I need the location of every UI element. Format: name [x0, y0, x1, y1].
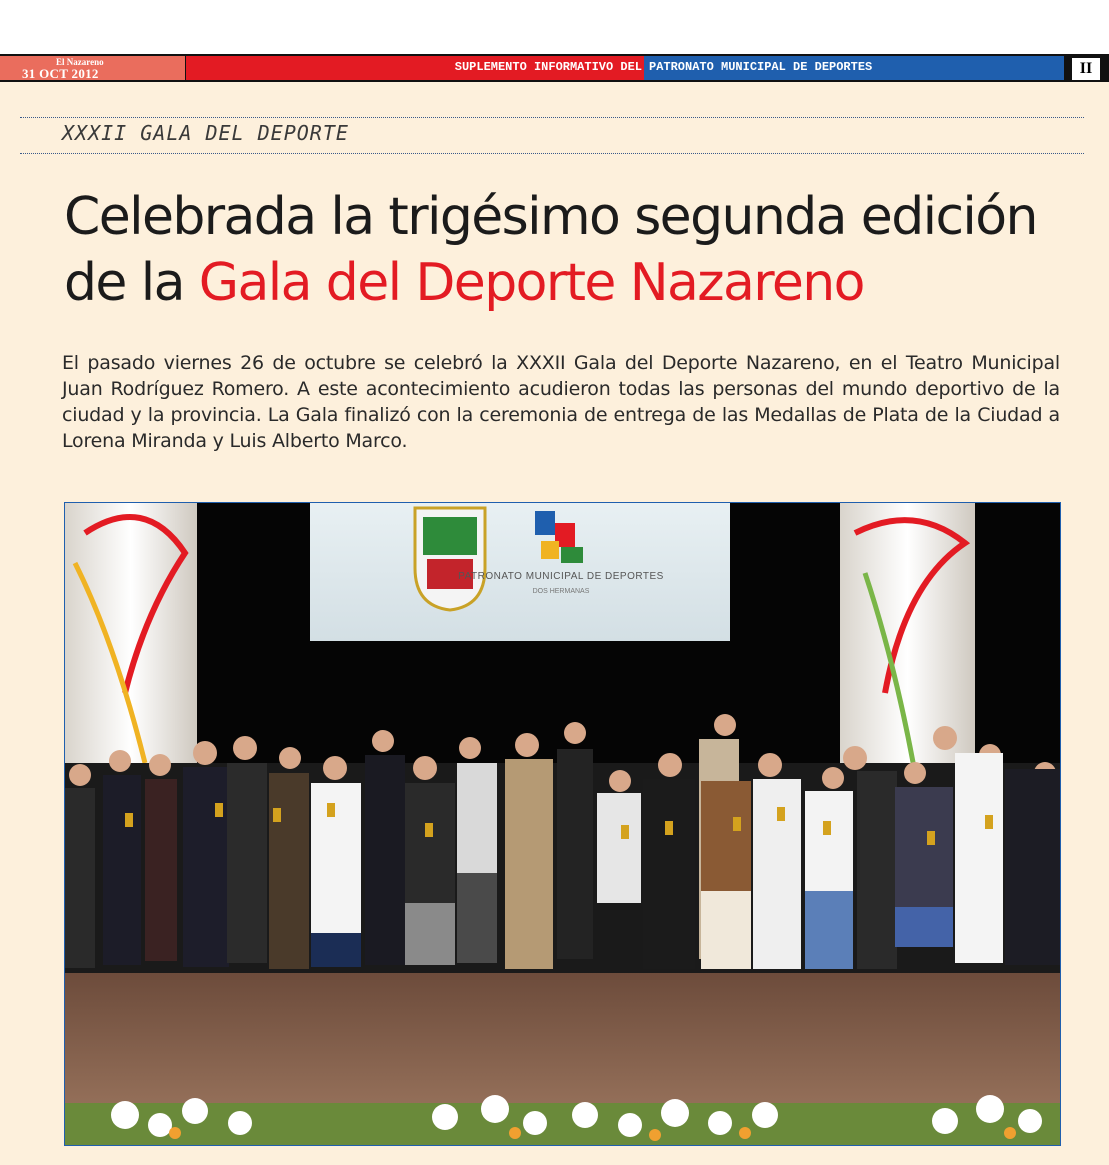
patronato-logo-icon: [535, 511, 555, 535]
section-rule-top: [20, 117, 1084, 118]
headline-part-1: Celebrada la trigésimo segunda edición de la: [64, 187, 1037, 313]
screen-logo-subtext: DOS HERMANAS: [532, 588, 590, 595]
gala-photo-illustration: [65, 503, 1060, 1145]
article-headline: [64, 184, 1074, 316]
publication-name: El Nazareno: [56, 57, 104, 67]
issue-date: 31 OCT 2012: [22, 66, 99, 81]
section-rule-bottom: [20, 153, 1084, 154]
headline-part-2: Gala del Deporte Nazareno: [198, 253, 864, 313]
supplement-label-right: PATRONATO MUNICIPAL DE DEPORTES: [649, 60, 873, 74]
gala-photo: [64, 502, 1061, 1146]
page-number: II: [1072, 58, 1100, 80]
supplement-label-left: SUPLEMENTO INFORMATIVO DEL: [454, 60, 642, 74]
date-box: [0, 56, 185, 80]
screen-logo-text: PATRONATO MUNICIPAL DE DEPORTES: [458, 571, 664, 582]
section-label: XXXII GALA DEL DEPORTE: [62, 121, 349, 145]
article-lead: El pasado viernes 26 de octubre se celebró la XXXII Gala del Deporte Nazareno, en el Teatro Municipal Juan Rodríguez Romero. A este acontecimiento acudieron todas las personas del mundo deportivo de la ciudad y la provincia. La Gala finalizó con la ceremonia de entrega de las Medallas de Plata de la Ciudad a Lorena Miranda y Luis Alberto Marco.: [62, 352, 1060, 452]
